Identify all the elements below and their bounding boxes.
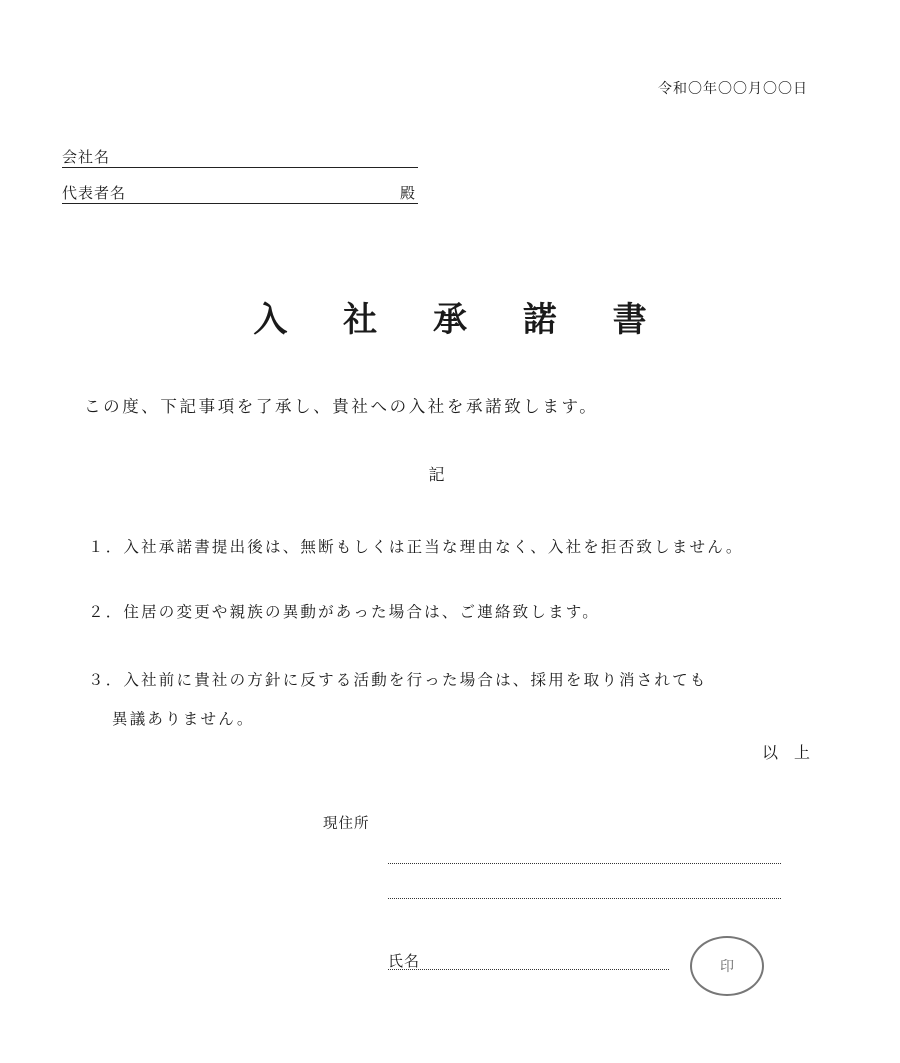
address-line-2[interactable] [388,898,781,899]
document-title: 入 社 承 諾 書 [253,300,669,340]
company-name-label: 会社名 [62,148,111,166]
representative-name-field[interactable] [62,183,418,204]
name-field[interactable] [388,950,669,970]
seal-label: 印 [720,959,734,975]
list-item: １．入社承諾書提出後は、無断もしくは正当な理由なく、入社を拒否致しません。 [88,538,744,556]
list-item: ２．住居の変更や親族の異動があった場合は、ご連絡致します。 [88,603,600,621]
document-date: 令和〇年〇〇月〇〇日 [658,81,808,97]
address-line-1[interactable] [388,863,781,864]
ki-heading: 記 [428,465,445,484]
list-item-continuation: 異議ありません。 [112,710,255,728]
representative-name-label: 代表者名 [62,184,127,202]
closing-mark: 以上 [761,743,826,762]
address-label: 現住所 [323,816,370,832]
company-name-field[interactable] [62,147,418,168]
intro-sentence: この度、下記事項を了承し、貴社への入社を承諾致します。 [84,397,599,416]
seal-stamp-circle [690,936,764,996]
name-label: 氏名 [388,952,421,970]
honorific-suffix: 殿 [399,184,416,202]
list-item: ３．入社前に貴社の方針に反する活動を行った場合は、採用を取り消されても [88,671,708,689]
